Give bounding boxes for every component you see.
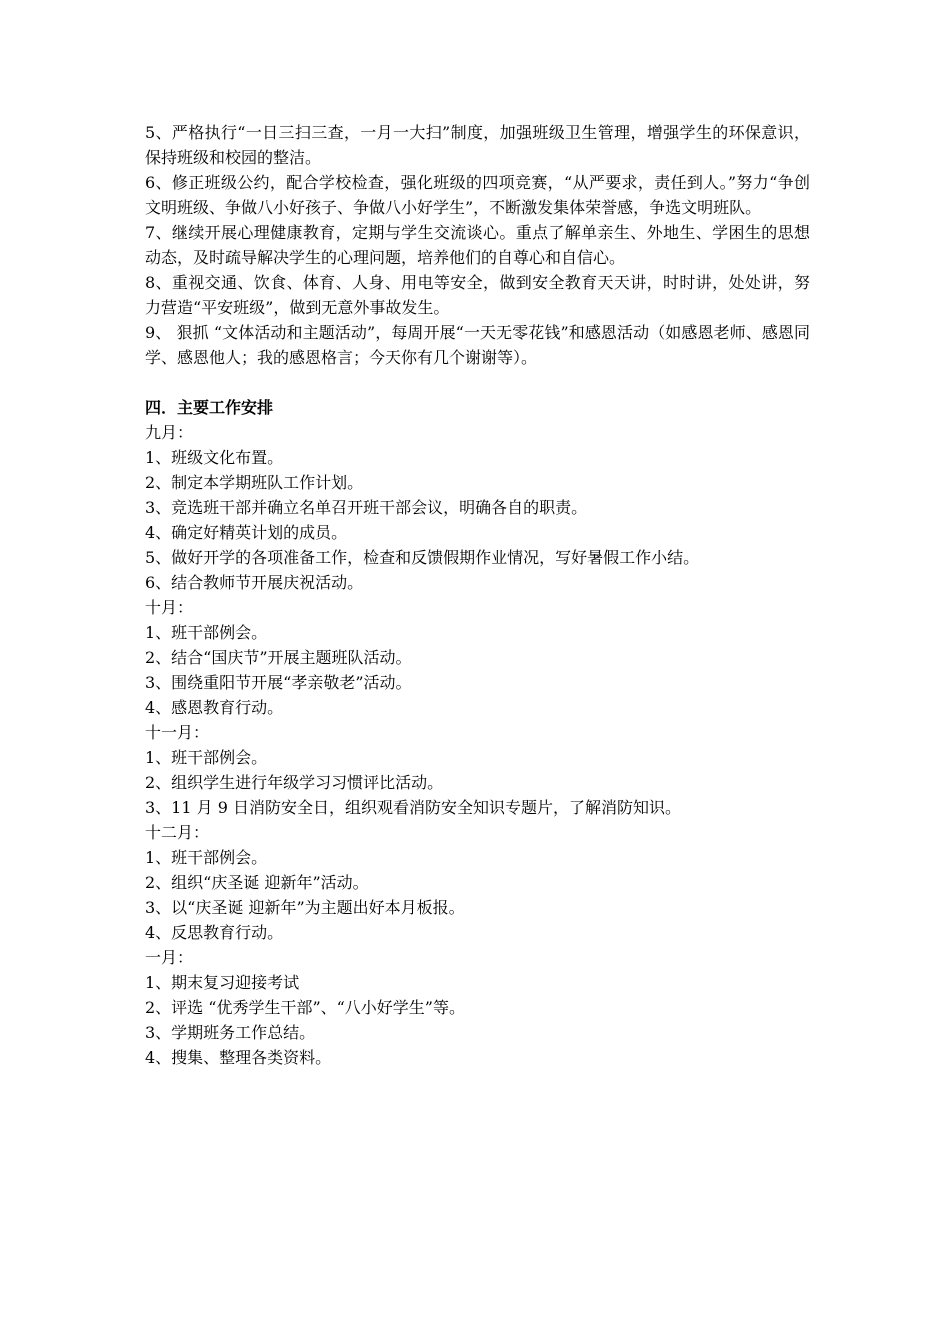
list-item: 1、班干部例会。: [145, 848, 268, 867]
list-item: 2、结合“国庆节”开展主题班队活动。: [145, 648, 412, 667]
month-december: [145, 820, 810, 945]
list-item: 3、11 月 9 日消防安全日，组织观看消防安全知识专题片，了解消防知识。: [145, 798, 681, 817]
section-gap: [145, 370, 810, 395]
section-four-heading: 四．主要工作安排: [145, 398, 274, 417]
paragraph-item-9: 9、 狠抓 “文体活动和主题活动”，每周开展“一天无零花钱”和感恩活动（如感恩老师、感恩同学、感恩他人；我的感恩格言；今天你有几个谢谢等）。: [145, 323, 810, 367]
month-label: 九月：: [145, 423, 194, 442]
list-item: 2、评选 “优秀学生干部”、“八小好学生”等。: [145, 998, 465, 1017]
list-item: 4、确定好精英计划的成员。: [145, 523, 348, 542]
list-item: 4、感恩教育行动。: [145, 698, 284, 717]
list-item: 3、竞选班干部并确立名单召开班干部会议，明确各自的职责。: [145, 498, 588, 517]
month-label: 十二月：: [145, 823, 210, 842]
list-item: 1、班级文化布置。: [145, 448, 284, 467]
paragraph-item-6: 6、修正班级公约，配合学校检查，强化班级的四项竞赛，“从严要求，责任到人。”努力“争创文明班级、争做八小好孩子、争做八小好学生”，不断激发集体荣誉感，争选文明班队。: [145, 173, 810, 217]
month-november: [145, 720, 810, 820]
list-item: 1、班干部例会。: [145, 748, 268, 767]
list-item: 3、围绕重阳节开展“孝亲敬老”活动。: [145, 673, 412, 692]
document-page: [145, 120, 810, 1070]
list-item: 3、以“庆圣诞 迎新年”为主题出好本月板报。: [145, 898, 465, 917]
list-item: 2、组织学生进行年级学习习惯评比活动。: [145, 773, 444, 792]
paragraph-item-5: 5、严格执行“一日三扫三查，一月一大扫”制度，加强班级卫生管理，增强学生的环保意识，保持班级和校园的整洁。: [145, 123, 810, 167]
list-item: 4、搜集、整理各类资料。: [145, 1048, 332, 1067]
paragraph-item-8: 8、重视交通、饮食、体育、人身、用电等安全，做到安全教育天天讲，时时讲，处处讲，努力营造“平安班级”，做到无意外事故发生。: [145, 273, 810, 317]
month-label: 十月：: [145, 598, 194, 617]
list-item: 1、班干部例会。: [145, 623, 268, 642]
paragraph-item-7: 7、继续开展心理健康教育，定期与学生交流谈心。重点了解单亲生、外地生、学困生的思想动态，及时疏导解决学生的心理问题，培养他们的自尊心和自信心。: [145, 223, 810, 267]
month-label: 十一月：: [145, 723, 210, 742]
month-september: [145, 420, 810, 595]
list-item: 4、反思教育行动。: [145, 923, 284, 942]
list-item: 5、做好开学的各项准备工作，检查和反馈假期作业情况，写好暑假工作小结。: [145, 548, 700, 567]
list-item: 2、组织“庆圣诞 迎新年”活动。: [145, 873, 369, 892]
list-item: 2、制定本学期班队工作计划。: [145, 473, 364, 492]
month-label: 一月：: [145, 948, 194, 967]
month-january: [145, 945, 810, 1070]
list-item: 3、学期班务工作总结。: [145, 1023, 316, 1042]
list-item: 1、期末复习迎接考试: [145, 973, 300, 992]
list-item: 6、结合教师节开展庆祝活动。: [145, 573, 364, 592]
month-october: [145, 595, 810, 720]
section-three-items: [145, 120, 810, 370]
